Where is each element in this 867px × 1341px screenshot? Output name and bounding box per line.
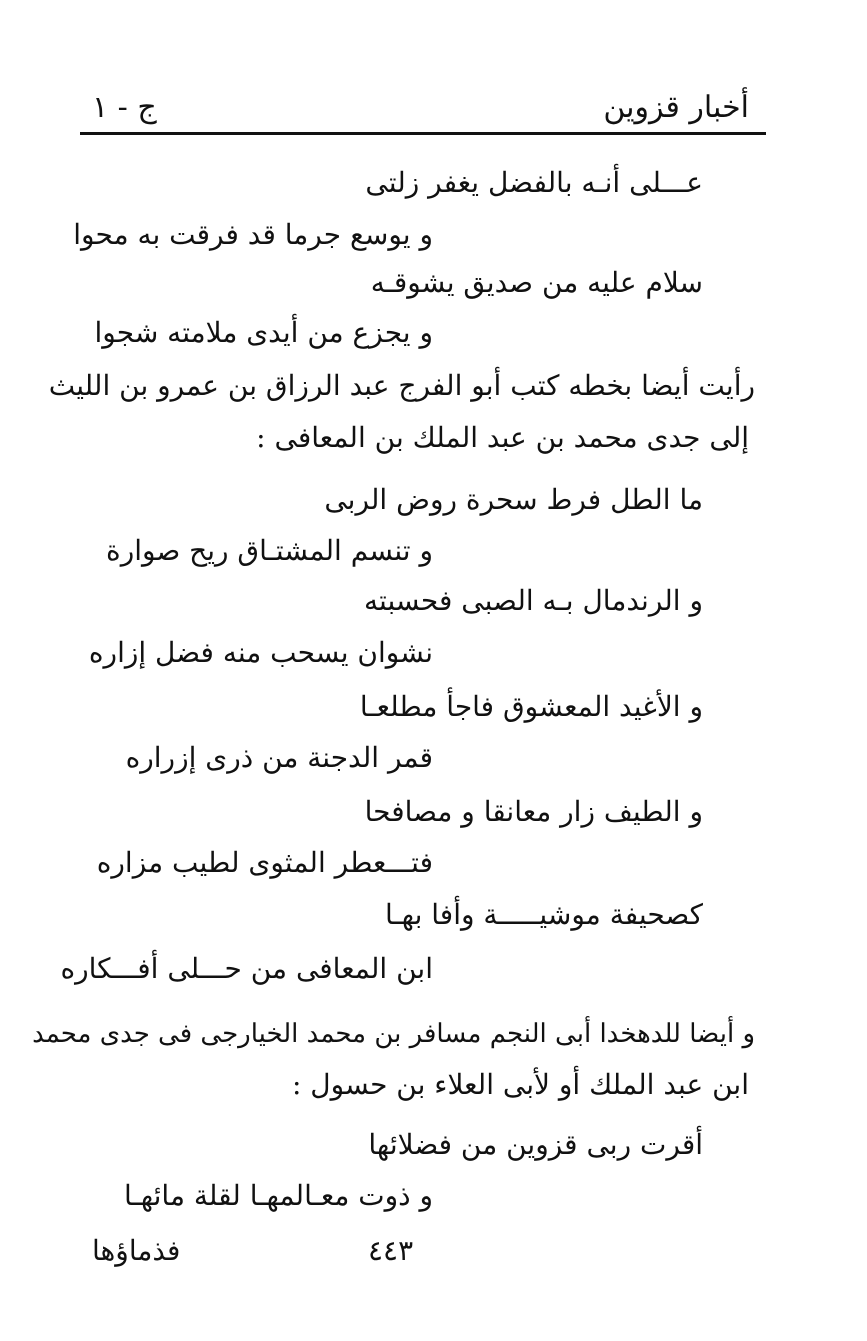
prose-line: إلى جدى محمد بن عبد الملك بن المعافى : [256,421,749,454]
verse-line: و الرندمال بـه الصبى فحسبته [364,584,703,617]
verse-line: و يجزع من أيدى ملامته شجوا [94,316,433,349]
verse-line: و يوسع جرما قد فرقت به محوا [73,218,433,251]
verse-line: و الطيف زار معانقا و مصافحا [364,795,703,828]
prose-line: ابن عبد الملك أو لأبى العلاء بن حسول : [291,1068,749,1101]
verse-line: أقرت ربى قزوين من فضلائها [368,1128,703,1161]
verse-line: سلام عليه من صديق يشوقـه [370,266,703,299]
verse-line: نشوان يسحب منه فضل إزاره [88,636,433,669]
verse-line: قمر الدجنة من ذرى إزراره [125,741,433,774]
prose-line: رأيت أيضا بخطه كتب أبو الفرج عبد الرزاق بن عمرو بن الليث [48,369,755,402]
prose-line: و أيضا للدهخدا أبى النجم مسافر بن محمد الخيارجى فى جدى محمد [32,1019,755,1049]
catchword: فذماؤها [92,1234,181,1267]
verse-line: فتـــعطر المثوى لطيب مزاره [96,846,433,879]
verse-line: و الأغيد المعشوق فاجأ مطلعـا [359,690,703,723]
verse-line: كصحيفة موشيـــــة وأفا بهـا [384,898,703,931]
running-header-volume: ج - ١ [92,90,157,125]
verse-line: عـــلى أنـه بالفضل يغفر زلتى [365,166,703,199]
verse-line: ابن المعافى من حـــلى أفـــكاره [60,952,433,985]
header-rule [80,132,766,135]
verse-line: و ذوت معـالمهـا لقلة مائهـا [123,1179,433,1212]
running-header-title: أخبار قزوين [603,90,749,125]
page-number: ٤٤٣ [368,1234,414,1267]
verse-line: و تنسم المشتـاق ريح صوارة [106,534,433,567]
verse-line: ما الطل فرط سحرة روض الربى [324,483,703,516]
